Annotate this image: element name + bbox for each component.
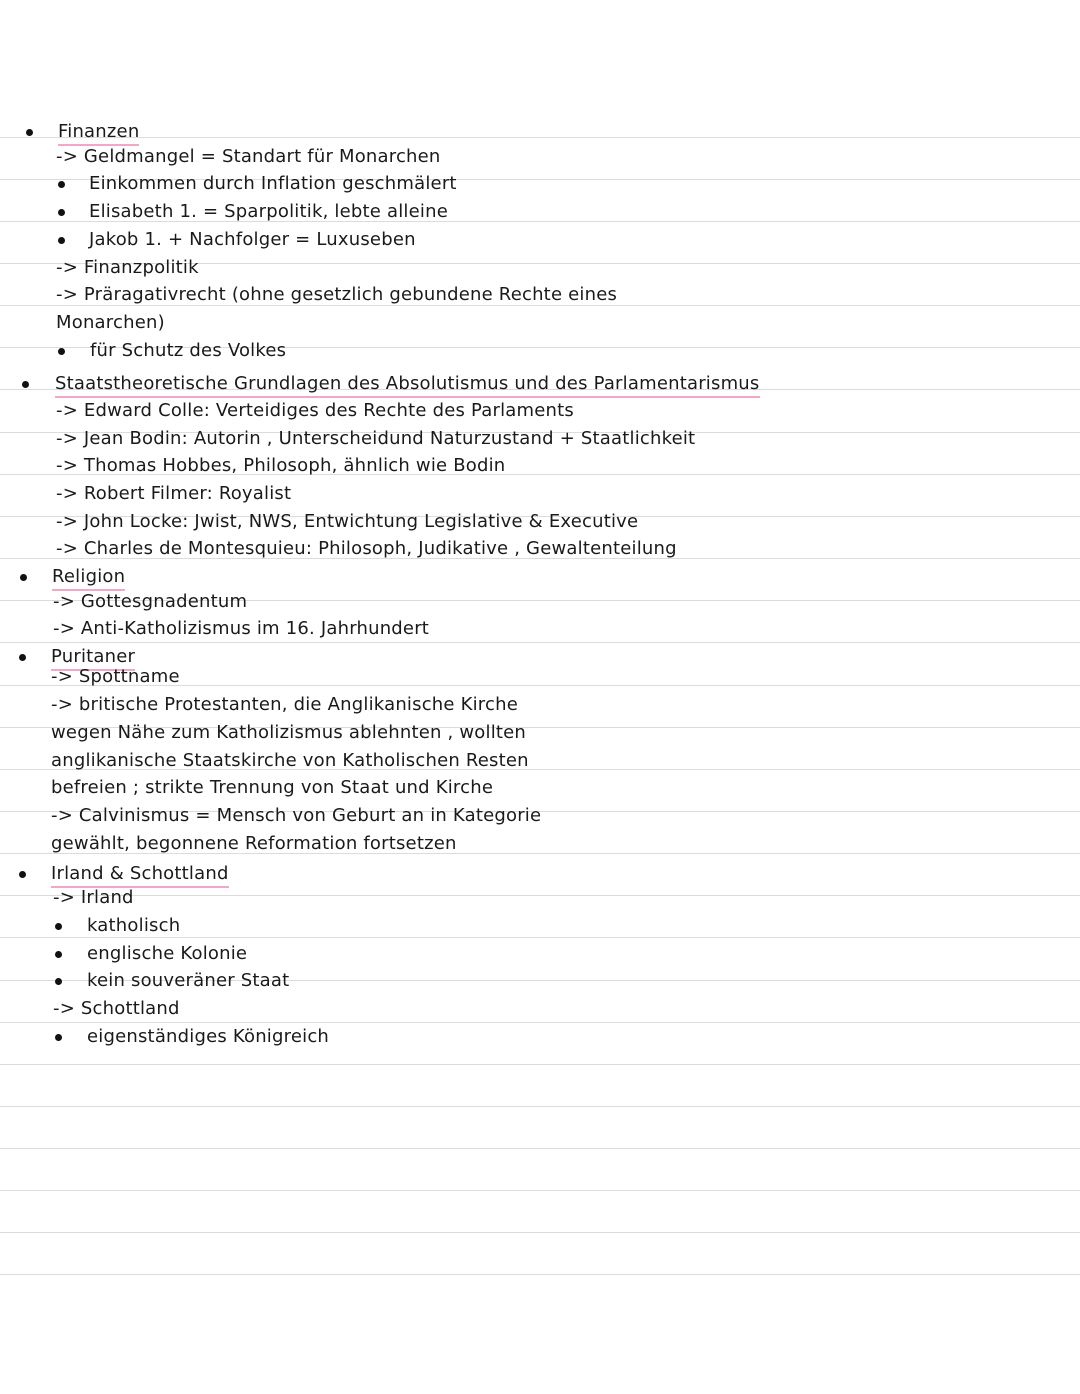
note-line: -> Geldmangel = Standart für Monarchen [56,146,441,167]
ruled-line [0,1274,1080,1275]
ruled-line [0,1064,1080,1065]
note-line: -> Robert Filmer: Royalist [56,483,292,504]
ruled-line [0,937,1080,938]
ruled-line [0,1148,1080,1149]
note-line: gewählt, begonnene Reformation fortsetzen [51,833,457,854]
ruled-line [0,1232,1080,1233]
note-line: -> Charles de Montesquieu: Philosoph, Judikative , Gewaltenteilung [56,538,677,559]
note-line: -> Schottland [53,998,180,1019]
ruled-line [0,1190,1080,1191]
bullet-point [58,209,65,216]
bullet-point [20,574,27,581]
note-line: -> Calvinismus = Mensch von Geburt an in Kategorie [51,805,542,826]
bullet-point [19,871,26,878]
note-line: anglikanische Staatskirche von Katholischen Resten [51,750,529,771]
bullet-point [55,1034,62,1041]
note-line: Monarchen) [56,312,165,333]
section-heading: Staatstheoretische Grundlagen des Absolutismus und des Parlamentarismus [55,373,760,398]
bullet-point [55,923,62,930]
bullet-point [58,348,65,355]
bullet-item: eigenständiges Königreich [87,1026,330,1047]
ruled-line [0,642,1080,643]
note-line: -> Spottname [51,666,180,687]
bullet-item: für Schutz des Volkes [90,340,287,361]
note-line: wegen Nähe zum Katholizismus ablehnten , wollten [51,722,527,743]
ruled-line [0,1022,1080,1023]
note-line: befreien ; strikte Trennung von Staat und Kirche [51,777,494,798]
note-line: -> Edward Colle: Verteidiges des Rechte des Parlaments [56,400,574,421]
ruled-line [0,137,1080,138]
section-heading: Puritaner [51,646,135,671]
note-line: -> John Locke: Jwist, NWS, Entwichtung Legislative & Executive [56,511,639,532]
ruled-line [0,1106,1080,1107]
section-heading: Finanzen [58,121,139,146]
note-line: -> britische Protestanten, die Anglikanische Kirche [51,694,518,715]
bullet-point [58,181,65,188]
note-line: -> Thomas Hobbes, Philosoph, ähnlich wie Bodin [56,455,506,476]
bullet-point [55,978,62,985]
bullet-item: kein souveräner Staat [87,970,290,991]
bullet-item: Jakob 1. + Nachfolger = Luxuseben [89,229,416,250]
note-line: -> Finanzpolitik [56,257,199,278]
bullet-item: englische Kolonie [87,943,248,964]
note-line: -> Jean Bodin: Autorin , Unterscheidund Naturzustand + Staatlichkeit [56,428,696,449]
bullet-point [26,129,33,136]
note-line: -> Anti-Katholizismus im 16. Jahrhundert [53,618,430,639]
note-line: -> Irland [53,887,134,908]
bullet-point [58,237,65,244]
bullet-point [22,381,29,388]
bullet-point [19,654,26,661]
note-line: -> Präragativrecht (ohne gesetzlich gebundene Rechte eines [56,284,618,305]
bullet-item: katholisch [87,915,181,936]
ruled-line [0,895,1080,896]
bullet-item: Einkommen durch Inflation geschmälert [89,173,457,194]
section-heading: Irland & Schottland [51,863,229,888]
bullet-item: Elisabeth 1. = Sparpolitik, lebte alleine [89,201,448,222]
note-line: -> Gottesgnadentum [53,591,248,612]
bullet-point [55,951,62,958]
section-heading: Religion [52,566,125,591]
